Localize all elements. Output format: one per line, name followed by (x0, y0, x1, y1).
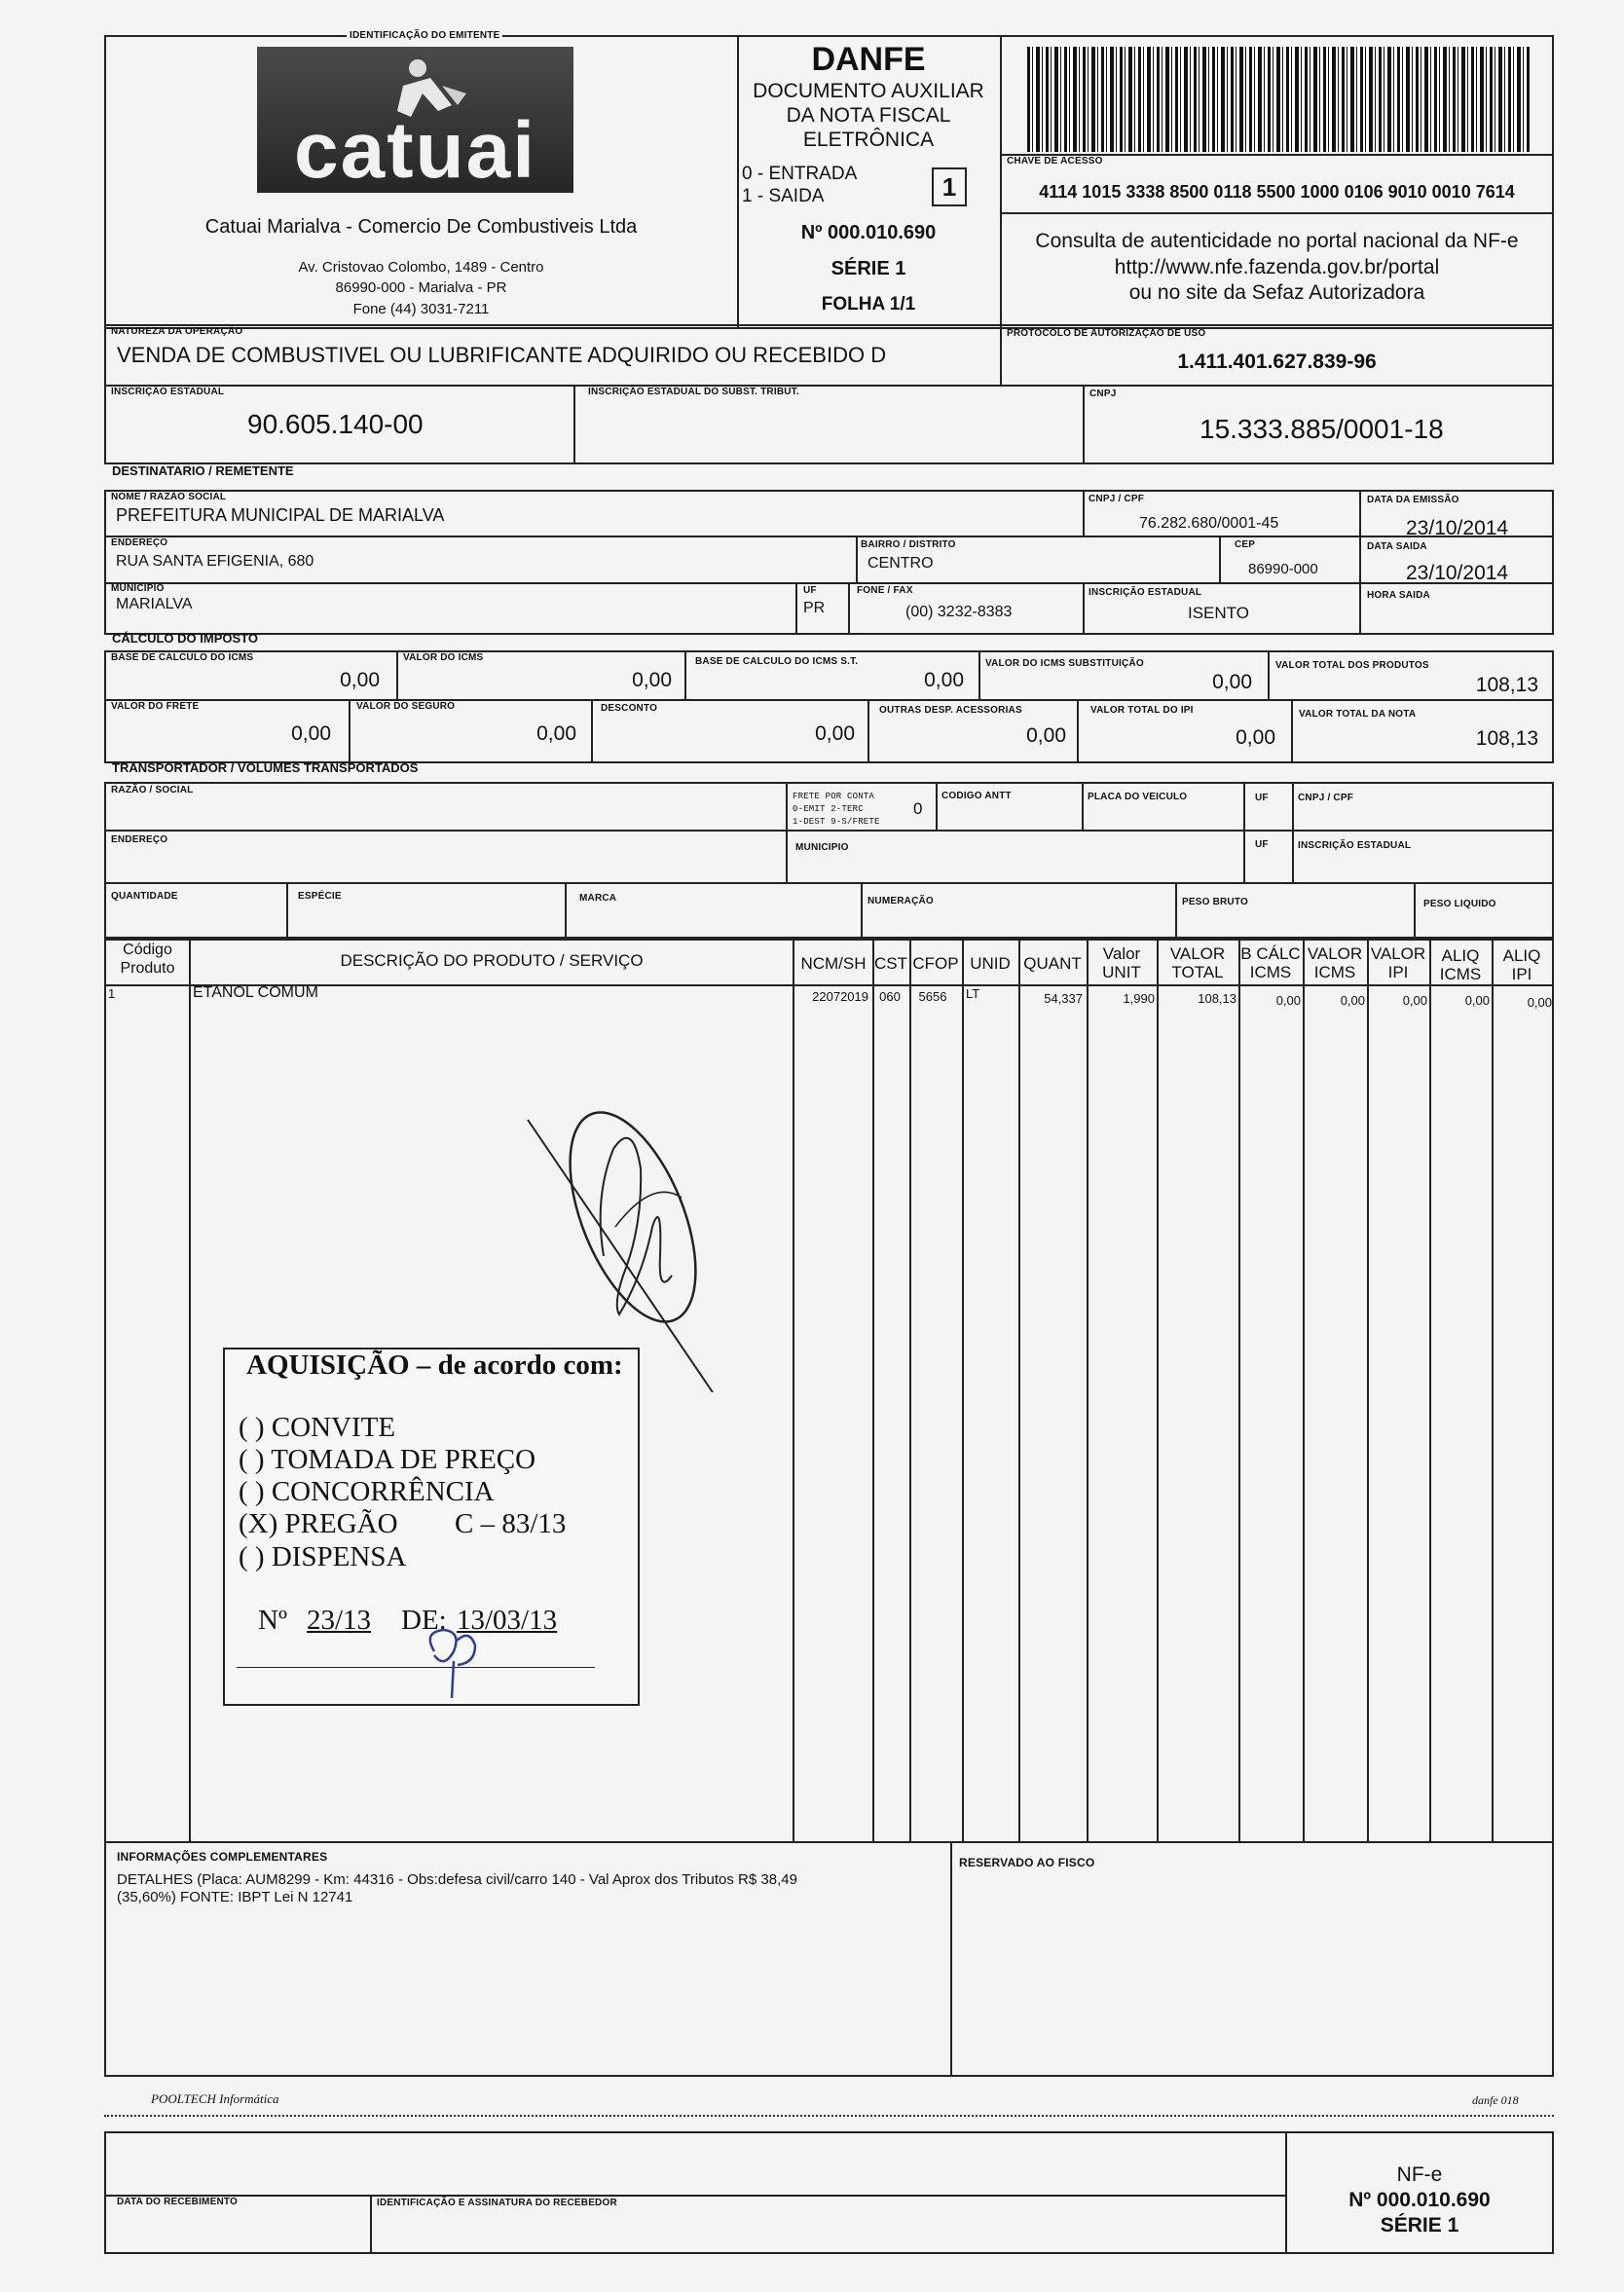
divider (856, 536, 858, 582)
product-total: 108,13 (1198, 991, 1236, 1006)
consult-line2: http://www.nfe.fazenda.gov.br/portal (1114, 256, 1440, 278)
receipt-series: SÉRIE 1 (1380, 2214, 1459, 2237)
product-ipi-rate: 0,00 (1527, 995, 1552, 1010)
table-column-divider (1303, 937, 1305, 1841)
divider (349, 699, 351, 763)
divider (1000, 212, 1554, 214)
divider (950, 1841, 952, 2077)
col-header-icms-value: VALOR ICMS (1307, 944, 1363, 981)
tax-section: CÁLCULO DO IMPOSTO (112, 631, 258, 646)
divider (1082, 782, 1084, 830)
danfe-line3: ELETRÔNICA (802, 129, 935, 151)
divider (1359, 490, 1361, 635)
total-ipi-value: 0,00 (1236, 726, 1275, 749)
software-footer: POOLTECH Informática (151, 2091, 279, 2106)
district-label: BAIRRO / DISTRITO (861, 539, 956, 550)
divider (1083, 385, 1085, 464)
entrada-label: 0 - ENTRADA (742, 164, 858, 184)
transport-section: TRANSPORTADOR / VOLUMES TRANSPORTADOS (112, 760, 419, 775)
recipient-uf: PR (803, 600, 826, 616)
recipient-cnpj-label: CNPJ / CPF (1089, 494, 1145, 504)
stamp-option-pregao: (X) PREGÃO (239, 1508, 398, 1539)
product-description: ETANOL COMUM (193, 984, 318, 1001)
freight-option2: 1-DEST 9-S/FRETE (793, 817, 880, 827)
invoice-series: SÉRIE 1 (830, 258, 906, 279)
divider (104, 582, 1554, 584)
consult-line1: Consulta de autenticidade no portal nacional da NF-e (1035, 230, 1519, 252)
col-header-unit-value: Valor UNIT (1102, 944, 1141, 981)
carrier-city-label: MUNICIPIO (795, 842, 849, 853)
icms-value: 0,00 (632, 669, 672, 691)
product-quantity: 54,337 (1044, 991, 1083, 1006)
total-invoice-value: 108,13 (1475, 727, 1538, 750)
col-header-ipi-value: VALOR IPI (1370, 944, 1426, 981)
recipient-cnpj: 76.282.680/0001-45 (1139, 515, 1279, 532)
divider (396, 650, 398, 699)
cut-line (104, 2115, 1554, 2117)
divider (573, 385, 575, 464)
form-code: danfe 018 (1472, 2093, 1519, 2107)
carrier-uf-label: UF (1255, 793, 1269, 803)
cep-label: CEP (1235, 539, 1256, 550)
icms-base-label: BASE DE CALCULO DO ICMS (111, 652, 254, 663)
additional-info-line2: (35,60%) FONTE: IBPT Lei N 12741 (117, 1889, 353, 1905)
divider (795, 582, 797, 635)
freight-label: VALOR DO FRETE (111, 701, 200, 712)
total-products-label: VALOR TOTAL DOS PRODUTOS (1275, 660, 1429, 671)
icms-value-label: VALOR DO ICMS (403, 652, 484, 663)
table-column-divider (189, 937, 191, 1843)
table-column-divider (1492, 937, 1494, 1841)
col-header-icms-base: B CÁLC ICMS (1240, 944, 1301, 981)
cnpj-label: CNPJ (1089, 388, 1117, 399)
table-column-divider (1018, 937, 1020, 1841)
stamp-option-concorrencia: ( ) CONCORRÊNCIA (239, 1476, 495, 1507)
insurance-label: VALOR DO SEGURO (356, 701, 456, 712)
stamp-initials-image (415, 1622, 483, 1700)
icms-st-base-value: 0,00 (924, 669, 964, 691)
emitter-name: Catuai Marialva - Comercio De Combustiveis Ltda (204, 216, 638, 238)
other-expenses-value: 0,00 (1026, 724, 1066, 747)
stamp-option-tomada: ( ) TOMADA DE PREÇO (239, 1444, 536, 1475)
divider (867, 699, 869, 763)
access-key-label: CHAVE DE ACESSO (1007, 156, 1103, 166)
stamp-title: AQUISIÇÃO – de acordo com: (246, 1349, 623, 1381)
recipient-phone: (00) 3232-8383 (905, 604, 1013, 620)
col-header-description: DESCRIÇÃO DO PRODUTO / SERVIÇO (340, 951, 644, 970)
divider (1414, 882, 1416, 941)
table-column-divider (793, 937, 794, 1841)
access-key: 4114 1015 3338 8500 0118 5500 1000 0106 9010 0010 7614 (1039, 182, 1515, 202)
danfe-line1: DOCUMENTO AUXILIAR (753, 80, 984, 102)
product-icms-rate: 0,00 (1464, 993, 1490, 1008)
stamp-option-convite: ( ) CONVITE (239, 1412, 396, 1443)
table-column-divider (962, 937, 964, 1841)
divider (104, 699, 1554, 701)
product-icms-base: 0,00 (1275, 993, 1301, 1008)
divider (684, 650, 686, 699)
ie-label: INSCRIÇÃO ESTADUAL (111, 387, 225, 397)
carrier-address-label: ENDEREÇO (111, 834, 168, 845)
divider (1077, 699, 1079, 763)
operation-value: VENDA DE COMBUSTIVEL OU LUBRIFICANTE ADQUIRIDO OU RECEBIDO D (117, 343, 887, 367)
divider (565, 882, 567, 941)
carrier-name-label: RAZÃO / SOCIAL (111, 785, 194, 795)
table-column-divider (1367, 937, 1369, 1841)
freight-value: 0,00 (291, 722, 331, 745)
col-header-qty: QUANT (1023, 954, 1082, 973)
divider (786, 782, 788, 882)
recipient-address: RUA SANTA EFIGENIA, 680 (116, 553, 314, 570)
emission-date-label: DATA DA EMISSÃO (1367, 495, 1459, 505)
other-expenses-label: OUTRAS DESP. ACESSORIAS (879, 705, 1022, 716)
ie-value: 90.605.140-00 (247, 409, 424, 439)
fisco-reserved-label: RESERVADO AO FISCO (959, 1856, 1095, 1869)
emitter-section-label: IDENTIFICAÇÃO DO EMITENTE (347, 30, 502, 41)
recipient-city: MARIALVA (116, 596, 193, 612)
icms-st-base-label: BASE DE CALCULO DO ICMS S.T. (695, 656, 859, 667)
table-column-divider (909, 937, 911, 1841)
invoice-page: FOLHA 1/1 (821, 294, 916, 314)
additional-info-line1: DETALHES (Placa: AUM8299 - Km: 44316 - Obs:defesa civil/carro 140 - Val Aprox dos Tributos R$ 38,49 (117, 1871, 797, 1888)
receipt-date-label: DATA DO RECEBIMENTO (117, 2197, 238, 2207)
divider (591, 699, 593, 763)
divider (286, 882, 288, 941)
recipient-name: PREFEITURA MUNICIPAL DE MARIALVA (116, 505, 445, 525)
numbering-label: NUMERAÇÃO (867, 896, 934, 906)
cnpj-value: 15.333.885/0001-18 (1200, 414, 1444, 444)
divider (370, 2195, 372, 2254)
company-logo (257, 47, 573, 193)
uf-label: UF (803, 585, 817, 596)
divider (104, 2195, 1287, 2197)
exit-date-label: DATA SAIDA (1367, 541, 1427, 552)
divider (104, 984, 1554, 986)
total-products-value: 108,13 (1475, 674, 1538, 696)
divider (104, 536, 1554, 537)
ie-st-label: INSCRIÇÃO ESTADUAL DO SUBST. TRIBUT. (588, 387, 799, 397)
freight-by-value: 0 (913, 799, 923, 818)
recipient-name-label: NOME / RAZÃO SOCIAL (111, 492, 227, 502)
recipient-cep: 86990-000 (1248, 561, 1318, 577)
city-label: MUNICIPIO (111, 583, 165, 594)
table-column-divider (1429, 937, 1431, 1841)
total-ipi-label: VALOR TOTAL DO IPI (1090, 705, 1194, 716)
divider (1083, 490, 1085, 536)
stamp-date: 13/03/13 (457, 1605, 558, 1636)
divider (978, 650, 980, 699)
col-header-unit: UNID (970, 954, 1011, 973)
carrier-cnpj-label: CNPJ / CPF (1298, 793, 1354, 803)
protocol-label: PROTOCOLO DE AUTORIZAÇÃO DE USO (1007, 328, 1206, 339)
stamp-number: 23/13 (307, 1605, 372, 1636)
stamp-pregao-ref: C – 83/13 (455, 1508, 567, 1539)
signature-image (526, 1081, 730, 1392)
divider (936, 782, 938, 830)
table-column-divider (1087, 937, 1089, 1841)
protocol-value: 1.411.401.627.839-96 (1177, 351, 1377, 373)
access-barcode (1027, 47, 1531, 152)
product-unit-value: 1,990 (1123, 991, 1155, 1006)
stamp-date-label: DE: (401, 1605, 447, 1636)
divider (1175, 882, 1177, 941)
icms-subst-label: VALOR DO ICMS SUBSTITUIÇÃO (985, 658, 1144, 669)
icms-base-value: 0,00 (340, 669, 380, 691)
divider (861, 882, 863, 941)
exit-date: 23/10/2014 (1406, 562, 1509, 584)
receipt-nfe: NF-e (1396, 2163, 1443, 2186)
phone-label: FONE / FAX (857, 585, 913, 596)
antt-code-label: CODIGO ANTT (941, 791, 1012, 801)
species-label: ESPÉCIE (298, 891, 342, 902)
product-ipi-value: 0,00 (1402, 993, 1427, 1008)
saida-label: 1 - SAIDA (742, 186, 825, 206)
recipient-ie-label: INSCRIÇÃO ESTADUAL (1089, 587, 1202, 598)
col-header-icms-rate: ALIQ ICMS (1439, 946, 1482, 983)
product-unit: LT (966, 986, 980, 1001)
icms-subst-value: 0,00 (1212, 671, 1252, 693)
danfe-line2: DA NOTA FISCAL (786, 104, 951, 127)
divider (1268, 650, 1270, 699)
total-invoice-label: VALOR TOTAL DA NOTA (1299, 709, 1417, 720)
receipt-sign-label: IDENTIFICAÇÃO E ASSINATURA DO RECEBEDOR (377, 2198, 617, 2208)
product-icms-value: 0,00 (1340, 993, 1365, 1008)
emitter-city: 86990-000 - Marialva - PR (335, 279, 507, 296)
divider (104, 882, 1554, 884)
carrier-ie-label: INSCRIÇÃO ESTADUAL (1298, 840, 1412, 851)
col-header-cfop: CFOP (912, 954, 959, 973)
emitter-address: Av. Cristovao Colombo, 1489 - Centro (298, 259, 544, 276)
col-header-ipi-rate: ALIQ IPI (1502, 946, 1541, 983)
table-column-divider (1157, 937, 1159, 1841)
col-header-ncm: NCM/SH (800, 954, 867, 973)
discount-value: 0,00 (815, 722, 855, 745)
emitter-phone: Fone (44) 3031-7211 (352, 301, 490, 317)
vehicle-plate-label: PLACA DO VEICULO (1088, 792, 1188, 802)
address-label: ENDEREÇO (111, 537, 168, 548)
stamp-number-label: Nº (258, 1605, 287, 1636)
exit-hour-label: HORA SAIDA (1367, 590, 1430, 601)
col-header-cst: CST (874, 954, 907, 973)
emission-date: 23/10/2014 (1406, 517, 1509, 539)
divider (104, 830, 1554, 832)
recipient-section: DESTINATARIO / REMETENTE (112, 463, 294, 478)
operation-label: NATUREZA DA OPERAÇÃO (111, 326, 243, 337)
stamp-option-dispensa: ( ) DISPENSA (239, 1541, 407, 1572)
product-ncm: 22072019 (812, 989, 868, 1004)
divider (848, 582, 850, 635)
divider (1083, 582, 1085, 635)
operation-type-box: 1 (932, 167, 967, 206)
divider (1291, 699, 1293, 763)
discount-label: DESCONTO (601, 703, 658, 714)
freight-option1: 0-EMIT 2-TERC (793, 804, 864, 814)
danfe-title: DANFE (811, 41, 926, 78)
product-cst: 060 (879, 989, 901, 1004)
additional-info-label: INFORMAÇÕES COMPLEMENTARES (117, 1850, 328, 1864)
consult-line3: ou no site da Sefaz Autorizadora (1128, 281, 1425, 304)
recipient-district: CENTRO (867, 555, 934, 572)
gross-weight-label: PESO BRUTO (1182, 897, 1248, 907)
logo-text: catuai (294, 106, 536, 195)
brand-label: MARCA (579, 893, 617, 904)
freight-by-label: FRETE POR CONTA (793, 792, 875, 801)
divider (1219, 536, 1221, 582)
invoice-number: Nº 000.010.690 (800, 222, 937, 243)
product-code: 1 (108, 986, 116, 1001)
receipt-number: Nº 000.010.690 (1348, 2189, 1491, 2211)
recipient-ie: ISENTO (1188, 604, 1249, 622)
table-column-divider (1238, 937, 1240, 1841)
table-column-divider (872, 937, 874, 1841)
quantity-label: QUANTIDADE (111, 891, 178, 902)
col-header-code: Código Produto (120, 942, 175, 977)
divider (1292, 782, 1294, 882)
insurance-value: 0,00 (536, 722, 576, 745)
product-cfop: 5656 (918, 989, 947, 1004)
col-header-total: VALOR TOTAL (1169, 944, 1226, 981)
carrier-uf2-label: UF (1255, 839, 1269, 850)
net-weight-label: PESO LIQUIDO (1423, 899, 1496, 909)
divider (1243, 782, 1245, 882)
